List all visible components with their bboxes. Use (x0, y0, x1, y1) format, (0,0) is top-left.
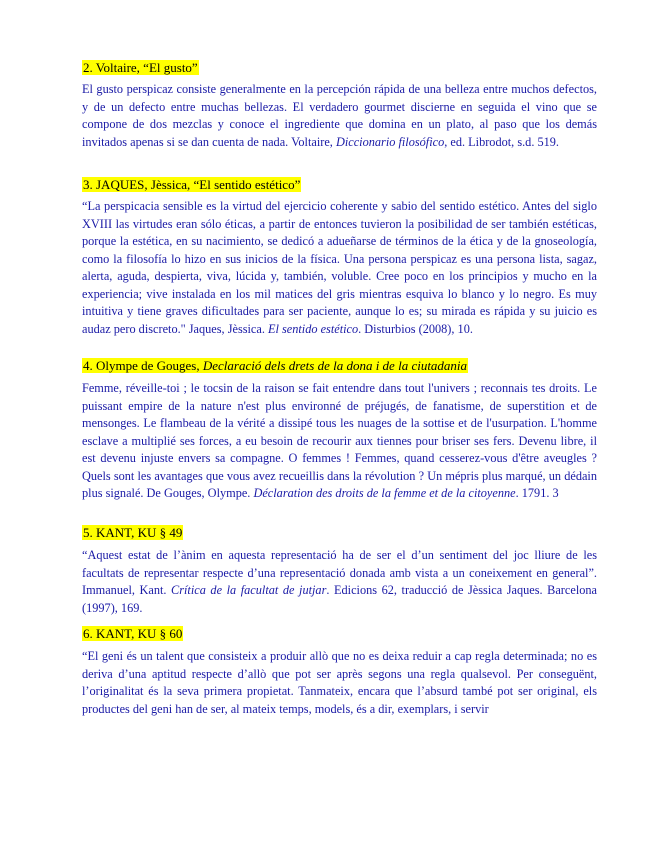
quote-text: “El geni és un talent que consisteix a produir allò que no es deixa reduir a cap regla determinada; no es deriva d’una aptitud respecte d’allò que pot ser après segons una regla qualsevol. Per conseguënt, l’originalitat és la seva primera propietat. Tanmateix, encara que l’absurd també pot ser original, els productes del geni han de ser, al mateix temps, models, és a dir, exemplars, i servir (82, 649, 597, 716)
heading-title: Declaració dels drets de la dona i de la ciutadania (202, 358, 468, 373)
quote-text: Femme, réveille-toi ; le tocsin de la raison se fait entendre dans tout l'univers ; reconnais tes droits. Le puissant empire de la nature n'est plus environné de préjugés, de fanatisme, de superstition et de mensonges. Le flambeau de la vérité a dissipé tous les nuages de la sottise et de l'usurpation. L'homme esclave a multiplié ses forces, a eu besoin de recourir aux tiennes pour briser ses fers. Devenu libre, il est devenu injuste envers sa compagne. O femmes ! Femmes, quand cesserez-vous d'être aveugles ? Quels sont les avantages que vous avez recueillis dans la révolution ? Un mépris plus marqué, un dédain plus signalé. De Gouges, Olympe. (82, 381, 597, 500)
citation-details: . 1791. 3 (515, 486, 559, 500)
heading-text: 3. JAQUES, Jèssica, “El sentido estético” (83, 177, 301, 192)
heading-text: 4. Olympe de Gouges, (83, 358, 203, 373)
quote-text: El gusto perspicaz consiste generalmente en la percepción rápida de una belleza entre muchos defectos, y de un defecto entre muchas bellezas. El verdadero gourmet discierne en seguida el vino que se compone de dos mezclas y conoce el ingrediente que domina en un plato, al paso que los demás invitados apenas si se dan cuenta de nada. Voltaire, (82, 82, 597, 149)
quote-text: “La perspicacia sensible es la virtud del ejercicio coherente y sabio del sentido estético. Antes del siglo XVIII las virtudes eran sólo éticas, a partir de entonces tuvieron la posibilidad de ser también estéticas, porque la estética, en su nacimiento, se dedicó a adueñarse de términos de la ética y de la gnoseología, como la filosofía lo hizo en sus inicios de la física. Una persona perspicaz es una persona lista, sagaz, alerta, aguda, despierta, viva, lúcida y, también, voluble. Cree poco en los principios y mucho en la experiencia; vive instalada en los mil matices del gris mientras esquiva lo blanco y lo negro. Es muy intuitiva y tiene graves dificultades para ser paciente, aunque lo es; su mirada es rápida y su juicio es audaz pero discreto." Jaques, Jèssica. (82, 199, 597, 336)
citation-details: , ed. Librodot, s.d. 519. (444, 134, 559, 149)
quote-jaques (82, 198, 597, 338)
heading-text: 5. KANT, KU § 49 (83, 525, 183, 540)
section-heading-jaques (82, 177, 301, 192)
quote-text: “Aquest estat de l’ànim en aquesta representació ha de ser el d’un sentiment del joc lliure de les facultats de representar respecte d’una representació donada amb vista a un coneixement en general”. Immanuel, Kant. (82, 548, 597, 597)
heading-text: 2. Voltaire, “El gusto” (83, 60, 198, 75)
section-heading-kant-49 (82, 525, 183, 540)
citation-title: Diccionario filosófico (335, 134, 445, 149)
quote-voltaire (82, 81, 597, 151)
section-heading-voltaire (82, 60, 199, 75)
citation-details: . Disturbios (2008), 10. (358, 321, 473, 336)
citation-title: Déclaration des droits de la femme et de la citoyenne (253, 486, 516, 500)
citation-title: Crítica de la facultat de jutjar (171, 583, 327, 597)
quote-gouges (82, 380, 597, 503)
citation-title: El sentido estético (268, 321, 359, 336)
section-heading-kant-60 (82, 626, 183, 641)
citation-details: . Edicions 62, traducció de Jèssica Jaques. Barcelona (1997), 169. (82, 583, 597, 615)
heading-text: 6. KANT, KU § 60 (83, 626, 183, 641)
section-heading-gouges (82, 358, 468, 373)
quote-kant-49 (82, 547, 597, 617)
quote-kant-60 (82, 648, 597, 718)
